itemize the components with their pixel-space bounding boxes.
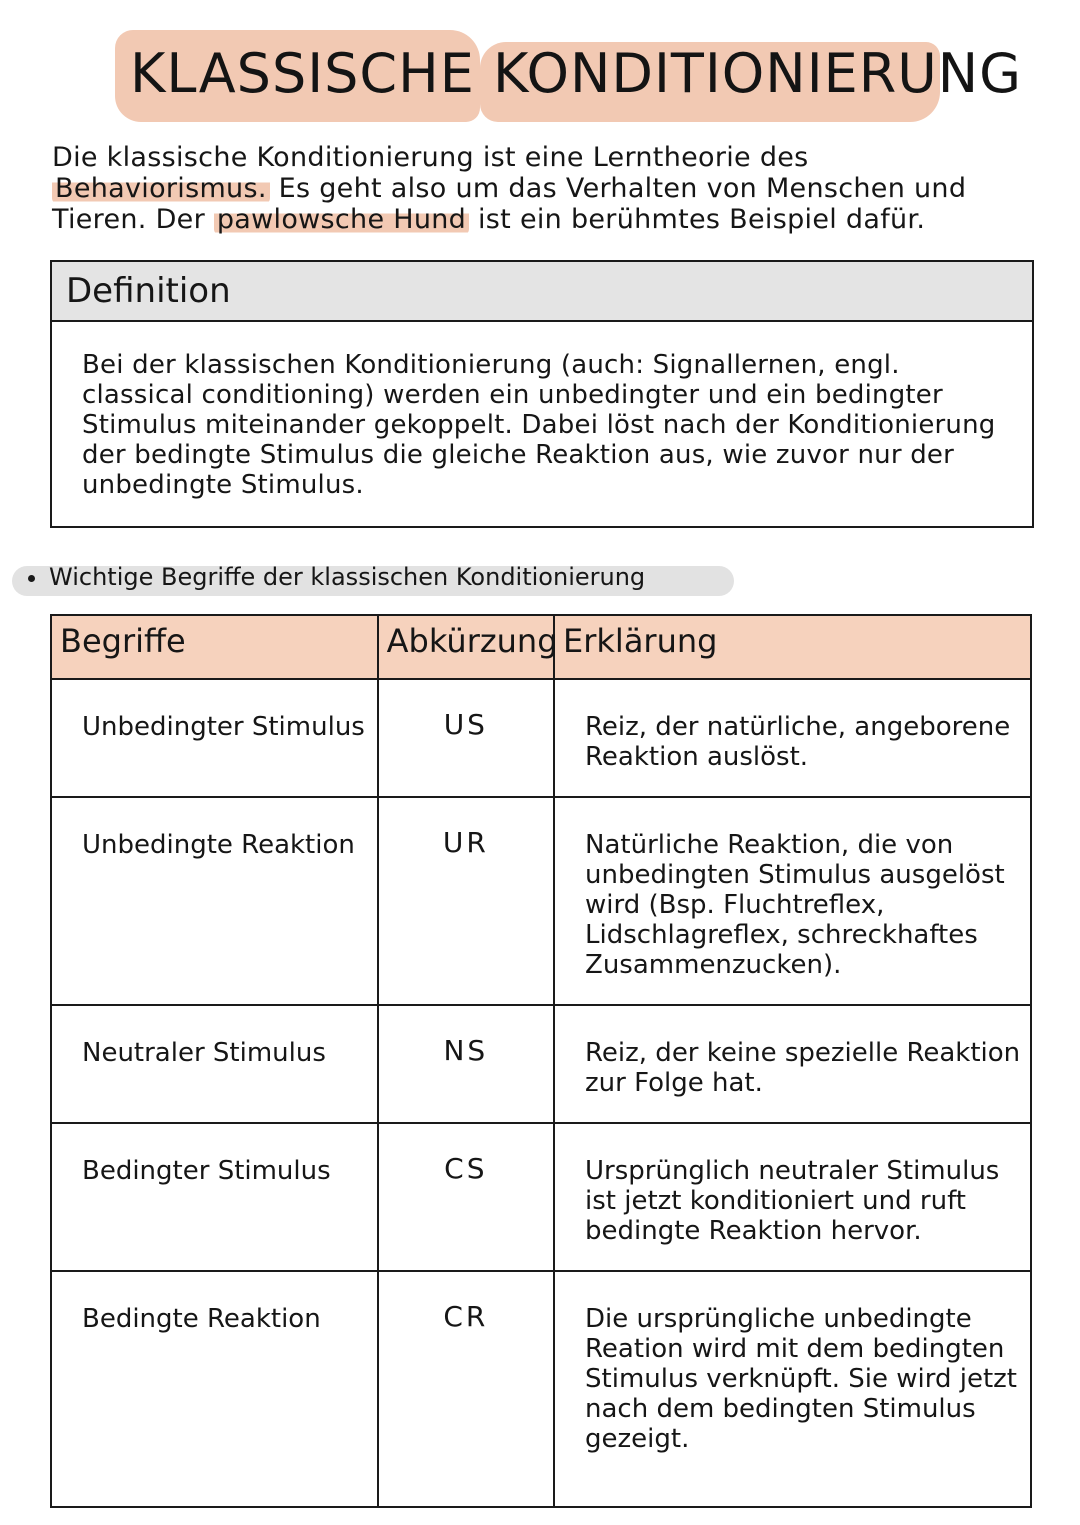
title-block [110,22,1023,122]
definition-text: Bei der klassischen Konditionierung (auch: Signallernen, engl. classical conditioning) werden ein unbedingter und ein bedingter Stimulus miteinander gekoppelt. Dabei löst nach der Konditionierung der bedingte Stimulus die gleiche Reaktion aus, wie zuvor nur der unbedingte Stimulus. [82,350,996,500]
bullet-heading [28,563,645,591]
term-cell: Unbedingte Reaktion [51,797,378,1005]
term-cell: Bedingter Stimulus [51,1123,378,1271]
table-row [51,797,1031,1005]
explanation-cell: Natürliche Reaktion, die von unbedingten Stimulus ausgelöst wird (Bsp. Fluchtreflex, Lidschlagreflex, schreckhaftes Zusammenzucken). [554,797,1031,1005]
abbr-cell: UR [378,797,554,1005]
bullet-heading-text: Wichtige Begriffe der klassischen Konditionierung [49,563,646,591]
page-title: KLASSISCHE KONDITIONIERUNG [130,42,1023,105]
highlight-behaviorismus: Behaviorismus. [52,173,270,204]
abbr-cell: NS [378,1005,554,1123]
header-begriffe: Begriffe [51,615,378,679]
intro-text-2: Es geht also um das Verhalten von Menschen und Tieren. Der [52,173,967,235]
abbr-cell: CR [378,1271,554,1507]
abbr-cell: US [378,679,554,797]
explanation-cell: Ursprünglich neutraler Stimulus ist jetzt konditioniert und ruft bedingte Reaktion hervor. [554,1123,1031,1271]
intro-text-1: Die klassische Konditionierung ist eine Lerntheorie des [52,142,809,173]
definition-box [50,260,1034,528]
intro-paragraph [52,142,1042,235]
intro-text-3: ist ein berühmtes Beispiel dafür. [469,204,926,235]
highlight-pawlowsche-hund: pawlowsche Hund [214,204,469,235]
table-row [51,679,1031,797]
terms-table [50,614,1032,1508]
bullet-dot-icon [28,575,35,582]
definition-heading: Definition [66,271,231,311]
abbr-cell: CS [378,1123,554,1271]
table-row [51,1005,1031,1123]
header-erklaerung: Erklärung [554,615,1031,679]
explanation-cell: Reiz, der keine spezielle Reaktion zur Folge hat. [554,1005,1031,1123]
explanation-cell: Reiz, der natürliche, angeborene Reaktion auslöst. [554,679,1031,797]
term-cell: Unbedingter Stimulus [51,679,378,797]
table-row [51,1271,1031,1507]
header-abkuerzung: Abkürzung [378,615,554,679]
explanation-cell: Die ursprüngliche unbedingte Reation wird mit dem bedingten Stimulus verknüpft. Sie wird jetzt nach dem bedingten Stimulus gezeigt. [554,1271,1031,1507]
term-cell: Bedingte Reaktion [51,1271,378,1507]
definition-header [52,262,1032,322]
table-row [51,1123,1031,1271]
table-header-row [51,615,1031,679]
term-cell: Neutraler Stimulus [51,1005,378,1123]
